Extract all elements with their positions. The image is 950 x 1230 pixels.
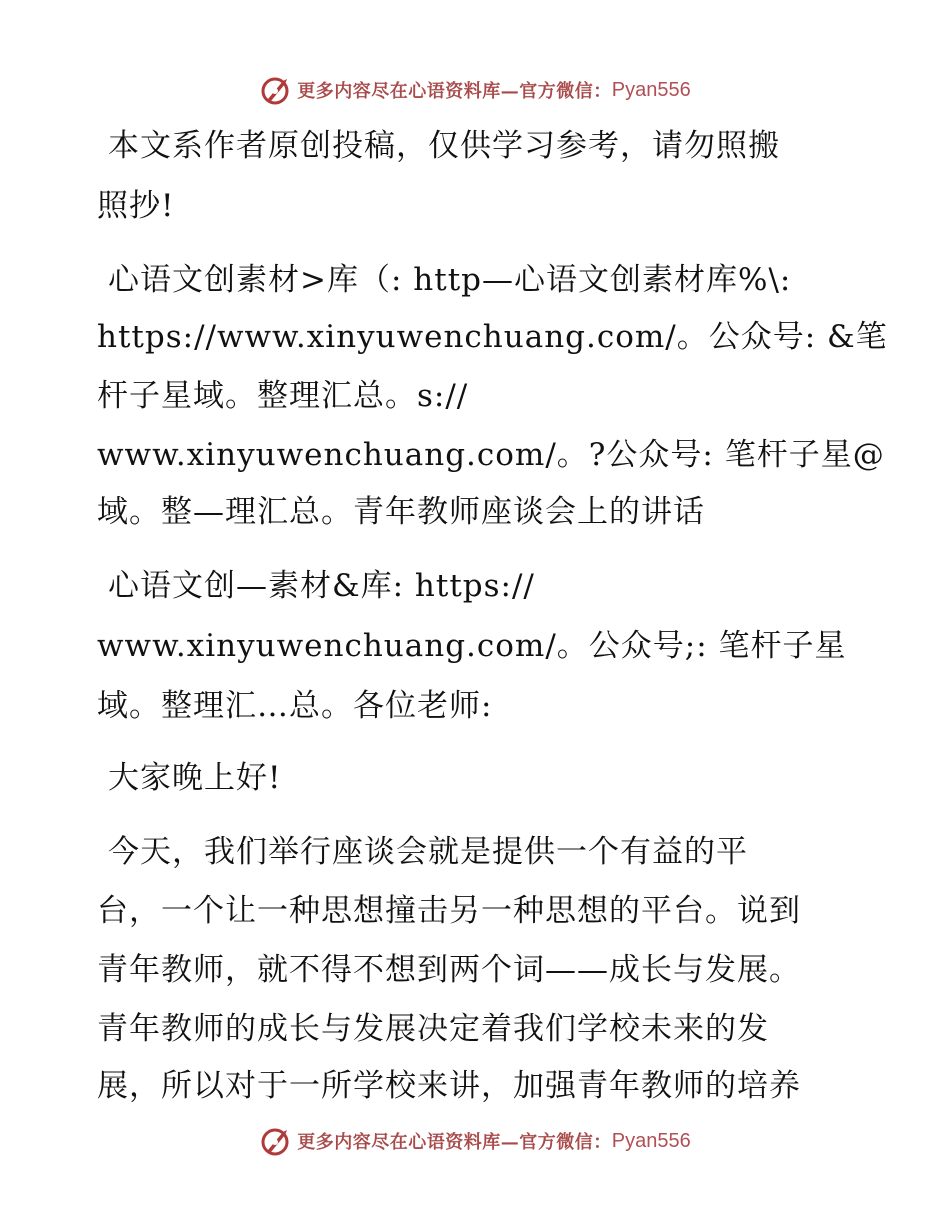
header-banner bbox=[0, 70, 950, 110]
text-line: www.xinyuwenchuang.com/。公众号;: 笔杆子星 bbox=[97, 628, 847, 664]
pen-logo-icon bbox=[259, 1124, 293, 1158]
footer-banner bbox=[0, 1121, 950, 1161]
pen-logo-icon bbox=[259, 73, 293, 107]
text-line: 青年教师，就不得不想到两个词——成长与发展。 bbox=[97, 952, 801, 988]
text-line: https://www.xinyuwenchuang.com/。公众号: &笔 bbox=[97, 319, 888, 355]
banner-wechat-id: Pyan556 bbox=[611, 78, 691, 101]
text-line: 展，所以对于一所学校来讲，加强青年教师的培养 bbox=[97, 1068, 801, 1104]
text-line: 心语文创—素材&库: https:// bbox=[108, 568, 535, 604]
text-line: 照抄! bbox=[97, 188, 175, 224]
text-line: 青年教师的成长与发展决定着我们学校未来的发 bbox=[97, 1011, 769, 1047]
banner-text: 更多内容尽在心语资料库—官方微信： bbox=[297, 1132, 612, 1153]
text-line: 今天，我们举行座谈会就是提供一个有益的平 bbox=[108, 834, 748, 870]
banner-wechat-id: Pyan556 bbox=[611, 1129, 691, 1152]
text-line: 本文系作者原创投稿，仅供学习参考，请勿照搬 bbox=[108, 128, 780, 164]
text-line: 心语文创素材>库（: http—心语文创素材库%\: bbox=[108, 262, 792, 298]
text-line: 杆子星域。整理汇总。s:// bbox=[97, 378, 469, 414]
banner-text: 更多内容尽在心语资料库—官方微信： bbox=[297, 81, 612, 102]
text-line: 大家晚上好! bbox=[108, 760, 282, 796]
text-line: www.xinyuwenchuang.com/。?公众号: 笔杆子星@ bbox=[97, 437, 885, 473]
text-line: 台，一个让一种思想撞击另一种思想的平台。说到 bbox=[97, 893, 801, 929]
text-line: 域。整理汇…总。各位老师: bbox=[97, 688, 493, 724]
text-line: 域。整—理汇总。青年教师座谈会上的讲话 bbox=[97, 494, 705, 530]
